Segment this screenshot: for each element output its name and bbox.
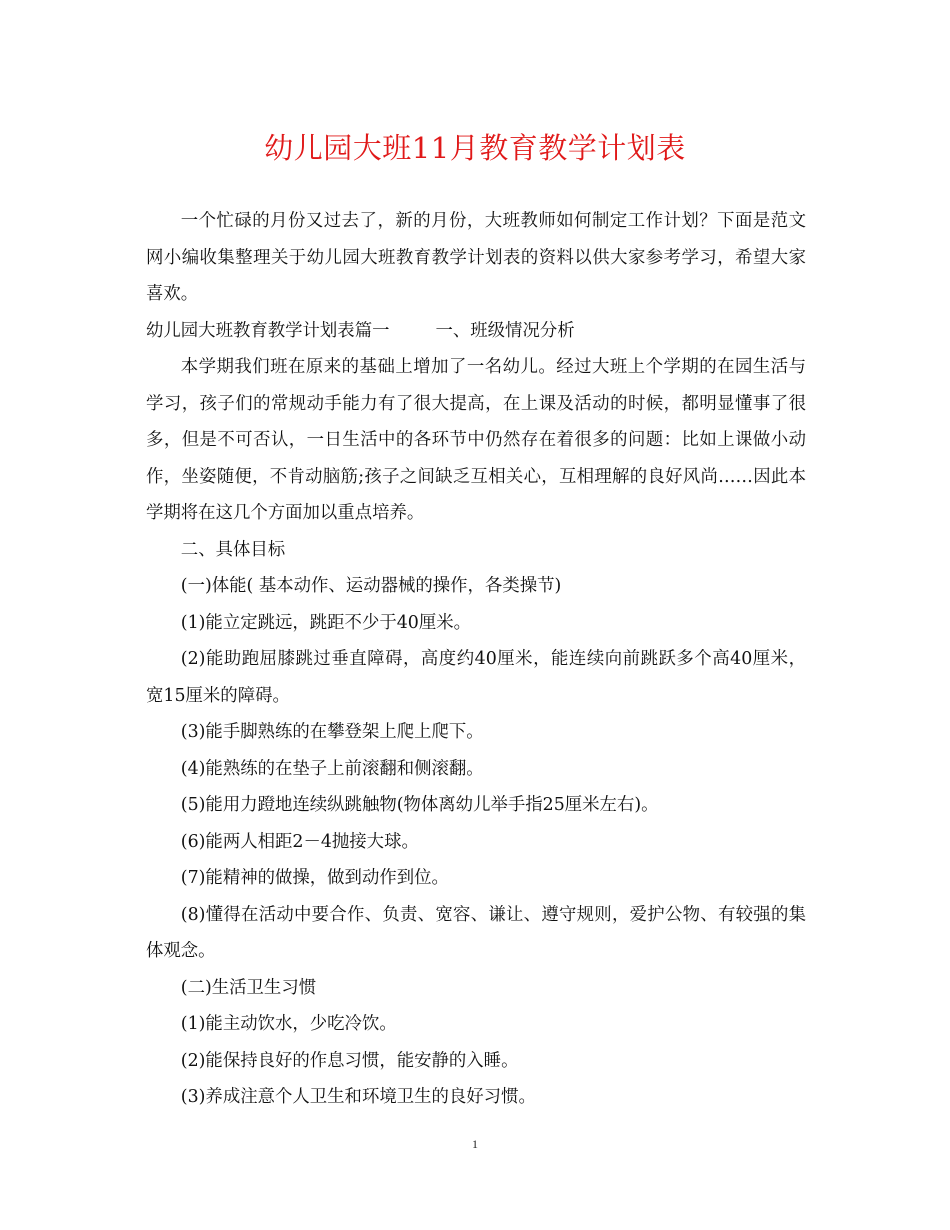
sub-2-title: (二)生活卫生习惯 [180,977,317,998]
section-1-title: 一、班级情况分析 [435,320,575,341]
document-body [146,203,806,1116]
sub-1-title: (一)体能( 基本动作、运动器械的操作，各类操节) [180,576,562,596]
section-heading-line [146,313,806,350]
list-item: (6)能两人相距2－4抛接大球。 [180,831,419,852]
section-heading: 幼儿园大班教育教学计划表篇一 [146,320,390,341]
list-item: (1)能主动饮水，少吃冷饮。 [180,1014,397,1034]
list-item: (2)能助跑屈膝跳过垂直障碍，高度约40厘米，能连续向前跳跃多个高40厘米，宽15厘米的障碍。 [146,649,806,706]
list-item: (8)懂得在活动中要合作、负责、宽容、谦让、遵守规则，爱护公物、有较强的集体观念。 [146,904,806,961]
page-number: 1 [472,1137,478,1151]
list-item: (1)能立定跳远，跳距不少于40厘米。 [180,612,472,633]
list-item: (2)能保持良好的作息习惯，能安静的入睡。 [180,1050,519,1071]
analysis-paragraph: 本学期我们班在原来的基础上增加了一名幼儿。经过大班上个学期的在园生活与学习，孩子们的常规动手能力有了很大提高，在上课及活动的时候，都明显懂事了很多，但是不可否认，一日生活中的各环节中仍然存在着很多的问题：比如上课做小动作，坐姿随便，不肯动脑筋;孩子之间缺乏互相关心，互相理解的良好风尚……因此本学期将在这几个方面加以重点培养。 [146,357,806,523]
list-item: (4)能熟练的在垫子上前滚翻和侧滚翻。 [180,758,484,779]
list-item: (7)能精神的做操，做到动作到位。 [180,868,449,888]
intro-paragraph: 一个忙碌的月份又过去了，新的月份，大班教师如何制定工作计划？下面是范文网小编收集整理关于幼儿园大班教育教学计划表的资料以供大家参考学习，希望大家喜欢。 [146,211,806,304]
list-item: (3)能手脚熟练的在攀登架上爬上爬下。 [180,722,484,742]
list-item: (5)能用力蹬地连续纵跳触物(物体离幼儿举手指25厘米左右)。 [180,795,659,815]
list-item: (3)养成注意个人卫生和环境卫生的良好习惯。 [180,1087,536,1107]
section-2-title: 二、具体目标 [180,539,286,560]
document-title: 幼儿园大班11月教育教学计划表 [264,131,686,165]
